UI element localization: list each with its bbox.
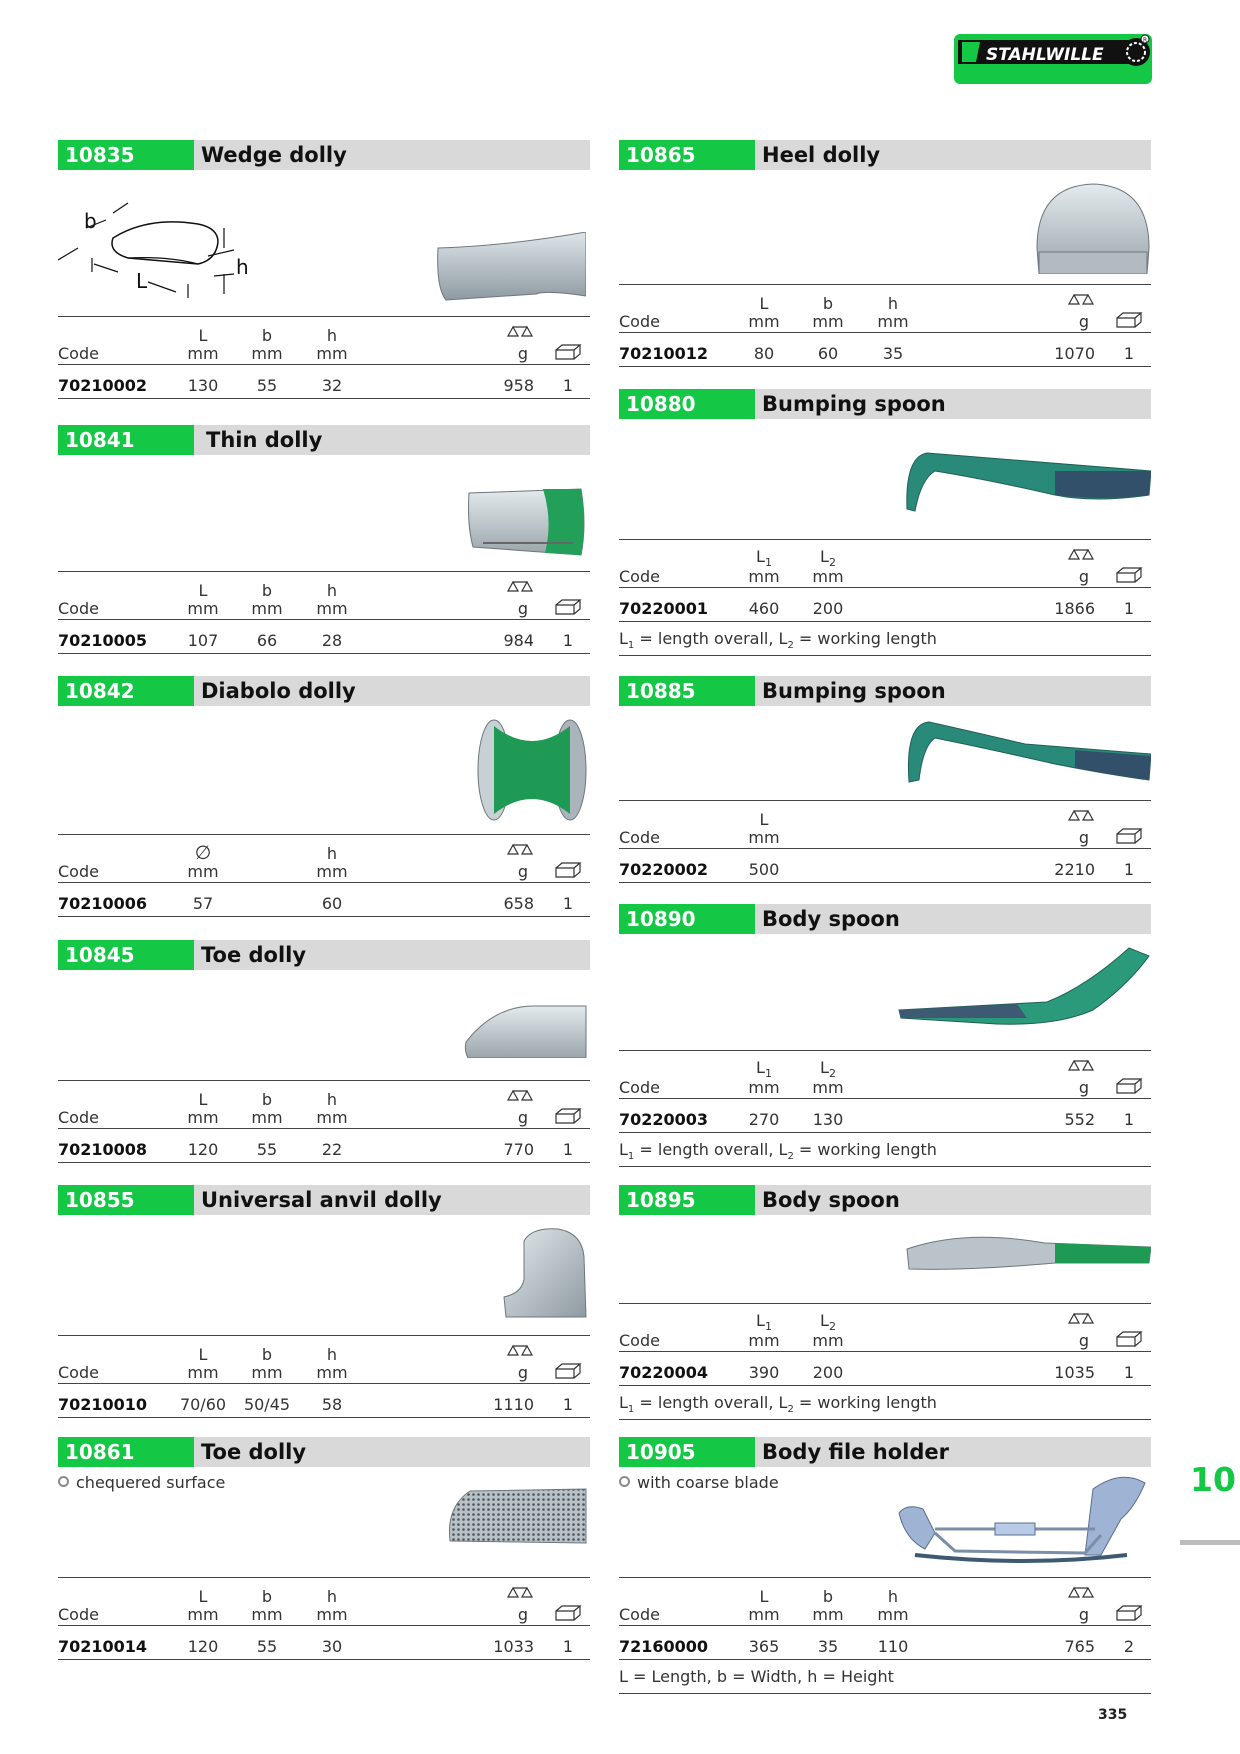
svg-text:h: h: [236, 255, 249, 279]
product-title: Body file holder: [762, 1440, 949, 1464]
product-number: 10865: [619, 140, 755, 170]
weight-scale-icon: [1067, 1585, 1095, 1601]
weight-scale-icon: [506, 579, 534, 595]
article-code: 70210002: [58, 376, 148, 395]
article-code: 70220003: [619, 1110, 709, 1129]
product-number: 10841: [58, 425, 194, 455]
product-title: Body spoon: [762, 907, 900, 931]
package-icon: [554, 1363, 582, 1379]
section-tab: 10: [1190, 1460, 1236, 1499]
product-title: Bumping spoon: [762, 392, 946, 416]
product-title: Toe dolly: [201, 943, 307, 967]
product-number: 10880: [619, 389, 755, 419]
feature-bullet: chequered surface: [58, 1473, 225, 1492]
product-title: Bumping spoon: [762, 679, 946, 703]
page-number: 335: [1098, 1707, 1128, 1723]
weight-scale-icon: [1067, 292, 1095, 308]
product-number: 10890: [619, 904, 755, 934]
weight-scale-icon: [506, 842, 534, 858]
article-code: 70210006: [58, 894, 148, 913]
product-title: Thin dolly: [206, 428, 323, 452]
package-icon: [554, 599, 582, 615]
length-note: $L_1$ = length overall, $L_2$ = working length: [619, 1393, 937, 1416]
product-title: Toe dolly: [201, 1440, 307, 1464]
svg-text:R: R: [1143, 37, 1148, 44]
article-code: 70210014: [58, 1637, 148, 1656]
article-code: 70210008: [58, 1140, 148, 1159]
body-file-holder-image: [895, 1473, 1151, 1573]
weight-scale-icon: [1067, 547, 1095, 563]
toe-dolly-image: [464, 1004, 588, 1058]
stahlwille-logo: [954, 34, 1152, 84]
package-icon: [1115, 1331, 1143, 1347]
product-number: 10842: [58, 676, 194, 706]
weight-scale-icon: [1067, 1311, 1095, 1327]
product-title: Diabolo dolly: [201, 679, 356, 703]
package-icon: [554, 344, 582, 360]
product-number: 10845: [58, 940, 194, 970]
anvil-dolly-image: [502, 1227, 588, 1319]
svg-text:b: b: [84, 209, 97, 233]
length-note: $L_1$ = length overall, $L_2$ = working length: [619, 1140, 937, 1163]
article-code: 70210010: [58, 1395, 148, 1414]
weight-scale-icon: [506, 1088, 534, 1104]
article-code: 70220002: [619, 860, 709, 879]
brand-name: STAHLWILLE: [986, 45, 1104, 65]
package-icon: [1115, 1605, 1143, 1621]
weight-scale-icon: [506, 324, 534, 340]
feature-bullet: with coarse blade: [619, 1473, 779, 1492]
product-number: 10895: [619, 1185, 755, 1215]
article-code: 72160000: [619, 1637, 709, 1656]
package-icon: [1115, 312, 1143, 328]
article-code: 70220004: [619, 1363, 709, 1382]
diabolo-dolly-image: [476, 718, 588, 822]
package-icon: [1115, 828, 1143, 844]
weight-scale-icon: [506, 1585, 534, 1601]
dimension-drawing: [58, 198, 258, 298]
section-marker: [1180, 1540, 1240, 1545]
article-code: 70210012: [619, 344, 709, 363]
heel-dolly-image: [1035, 182, 1151, 274]
package-icon: [554, 862, 582, 878]
chequered-toe-dolly-image: [446, 1487, 588, 1545]
length-note: $L_1$ = length overall, $L_2$ = working length: [619, 629, 937, 652]
product-title: Universal anvil dolly: [201, 1188, 442, 1212]
product-number: 10905: [619, 1437, 755, 1467]
product-number: 10835: [58, 140, 194, 170]
product-number: 10885: [619, 676, 755, 706]
weight-scale-icon: [1067, 808, 1095, 824]
product-title: Heel dolly: [762, 143, 881, 167]
product-number: 10855: [58, 1185, 194, 1215]
package-icon: [554, 1605, 582, 1621]
package-icon: [1115, 1078, 1143, 1094]
product-title: Body spoon: [762, 1188, 900, 1212]
wedge-dolly-image: [436, 232, 586, 304]
bumping-spoon-image: [905, 720, 1151, 784]
article-code: 70220001: [619, 599, 709, 618]
dimension-note: L = Length, b = Width, h = Height: [619, 1667, 894, 1686]
weight-scale-icon: [506, 1343, 534, 1359]
product-header: [58, 140, 590, 170]
package-icon: [554, 1108, 582, 1124]
package-icon: [1115, 567, 1143, 583]
product-title: Wedge dolly: [201, 143, 347, 167]
svg-text:L: L: [136, 269, 148, 293]
body-spoon-image: [905, 1229, 1151, 1273]
thin-dolly-image: [463, 485, 587, 557]
bumping-spoon-image: [905, 449, 1151, 513]
weight-scale-icon: [1067, 1058, 1095, 1074]
product-number: 10861: [58, 1437, 194, 1467]
body-spoon-image: [897, 946, 1151, 1028]
article-code: 70210005: [58, 631, 148, 650]
